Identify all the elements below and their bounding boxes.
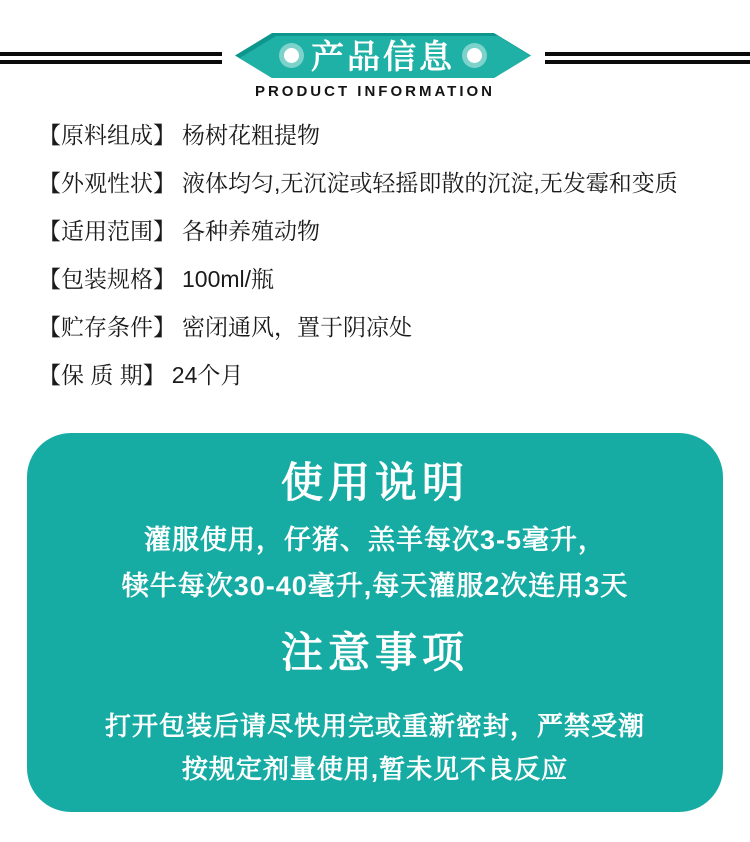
divider-line-left [0, 52, 222, 64]
product-info-banner [235, 33, 531, 78]
usage-title: 使用说明 [280, 459, 469, 506]
banner-title: 产品信息 [311, 37, 455, 75]
header [0, 0, 750, 112]
info-label: 【原料组成】 [38, 122, 176, 148]
info-value: 各种养殖动物 [182, 218, 320, 244]
bullet-dot-right-icon [467, 48, 482, 63]
info-label: 【适用范围】 [38, 218, 176, 244]
usage-instructions-panel [27, 433, 723, 812]
info-value: 24个月 [171, 362, 244, 388]
bullet-dot-left-icon [284, 48, 299, 63]
usage-line-1: 灌服使用，仔猪、羔羊每次3-5毫升， [143, 525, 607, 555]
divider-line-right [545, 52, 750, 64]
info-value: 100ml/瓶 [182, 266, 275, 292]
usage-line-2: 犊牛每次30-40毫升,每天灌服2次连用3天 [121, 571, 629, 601]
info-row-scope [38, 216, 730, 246]
info-row-packaging [38, 264, 730, 294]
info-row-storage [38, 312, 730, 342]
info-label: 【保 质 期】 [38, 362, 166, 388]
info-label: 【包装规格】 [38, 266, 176, 292]
banner-content [235, 33, 531, 78]
notice-line-2: 按规定剂量使用,暂未见不良反应 [181, 754, 569, 784]
info-row-shelf-life [38, 360, 730, 390]
product-info-list [38, 120, 730, 390]
info-value: 密闭通风，置于阴凉处 [182, 314, 412, 340]
notice-title: 注意事项 [280, 629, 469, 676]
info-value: 液体均匀,无沉淀或轻摇即散的沉淀,无发霉和变质 [182, 170, 678, 196]
info-row-ingredients [38, 120, 730, 150]
info-label: 【贮存条件】 [38, 314, 176, 340]
info-value: 杨树花粗提物 [182, 122, 320, 148]
header-subtitle: PRODUCT INFORMATION [254, 83, 496, 100]
info-label: 【外观性状】 [38, 170, 176, 196]
info-row-appearance [38, 168, 730, 198]
notice-line-1: 打开包装后请尽快用完或重新密封，严禁受潮 [104, 711, 645, 741]
